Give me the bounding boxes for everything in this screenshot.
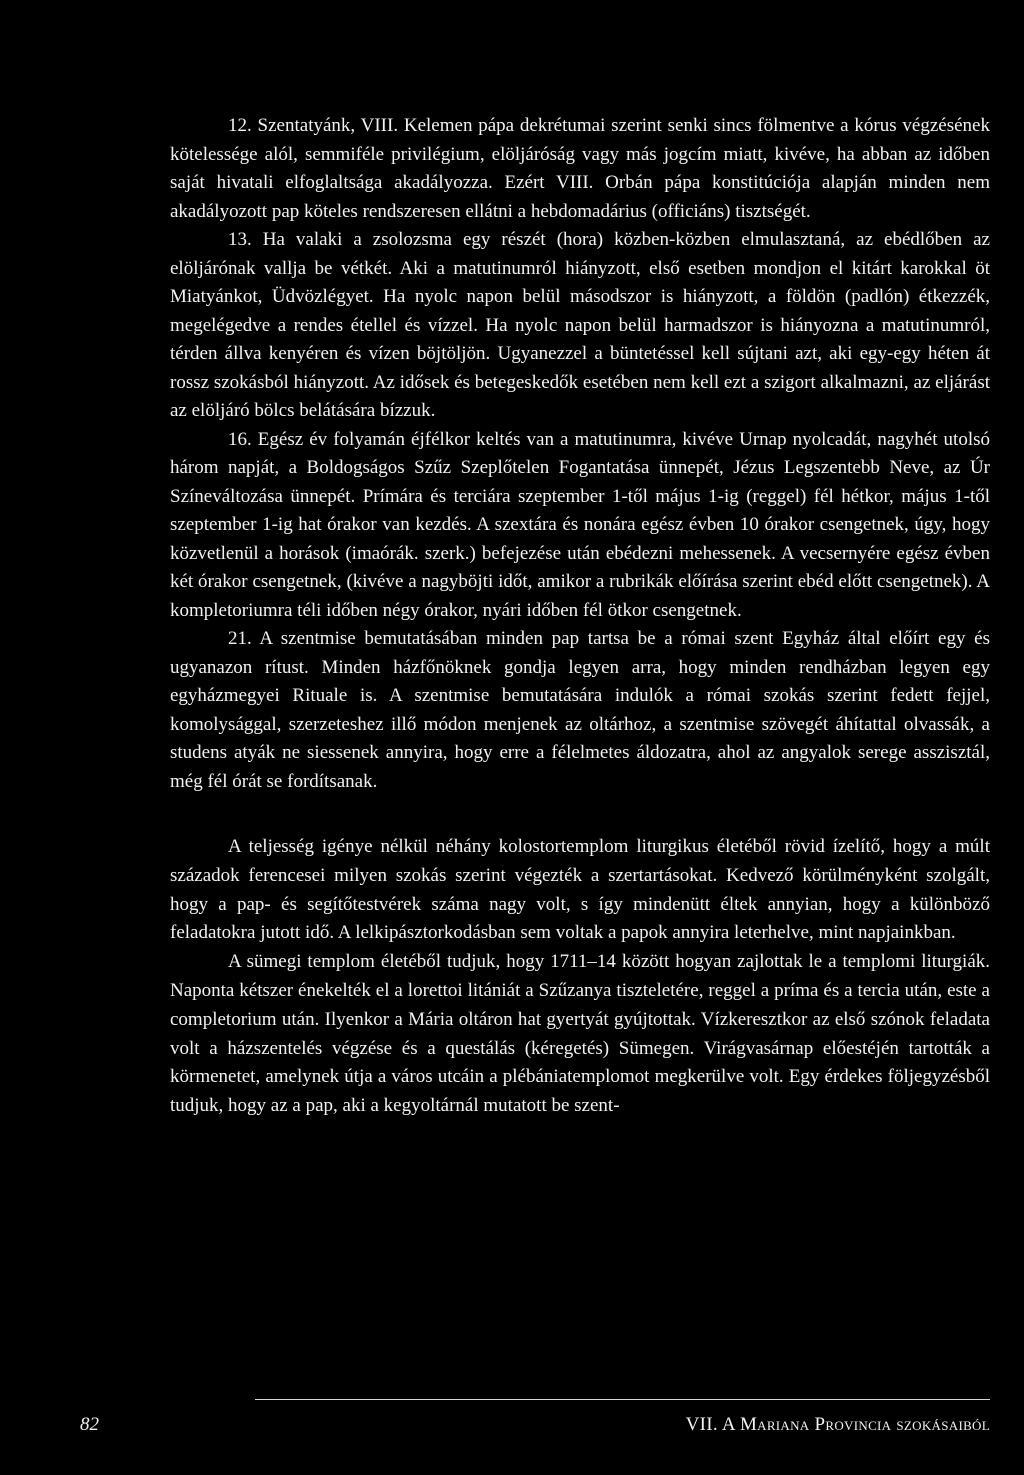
paragraph-commentary-1: A teljesség igénye nélkül néhány kolostortemplom liturgikus életéből rövid ízelítő, hogy a múlt századok ferencesei milyen szokás szerint végezték a szertartásokat. Kedvező körülményként szolgált, hogy a pap- és segítőtestvérek száma nagy volt, s így mindenütt éltek annyian, hogy a különböző feladatokra jutott idő. A lelkipásztorkodásban sem voltak a papok annyira leterhelve, mint napjainkban. — [170, 836, 990, 944]
paragraph-commentary-2: A sümegi templom életéből tudjuk, hogy 1711–14 között hogyan zajlottak le a templomi liturgiák. Naponta kétszer énekelték el a lorettoi litániát a Szűzanya tiszteletére, reggel a príma és a tercia után, este a completorium után. Ilyenkor a Mária oltáron hat gyertyát gyújtottak. Vízkeresztkor az első szónok feladata volt a házszentelés végzése és a questálás (kéregetés) Sümegen. Virágvasárnap előestéjén tartották a körmenetet, amelynek útja a város utcáin a plébániatemplomot megkerülve volt. Egy érdekes följegyzésből tudjuk, hogy az a pap, aki a kegyoltárnál mutatott be szent- — [170, 951, 990, 1117]
footer-divider — [255, 1399, 990, 1400]
running-head — [686, 1414, 990, 1436]
paragraph-16: 16. Egész év folyamán éjfélkor keltés van a matutinumra, kivéve Urnap nyolcadát, nagyhét utolsó három napját, a Boldogságos Szűz Szeplőtelen Fogantatása ünnepét, Jézus Legszentebb Neve, az Úr Színeváltozása ünnepét. Prímára és terciára szeptember 1-től május 1-ig (reggel) fél hétkor, május 1-től szeptember 1-ig hat órakor van kezdés. A szextára és nonára egész évben 10 órakor csengetnek, úgy, hogy közvetlenül a horások (imaórák. szerk.) befejezése után ebédezni mehessenek. A vecsernyére egész évben két órakor csengetnek, (kivéve a nagyböjti időt, amikor a rubrikák előírása szerint ebéd előtt csengetnek). A kompletoriumra téli időben négy órakor, nyári időben fél ötkor csengetnek. — [170, 428, 990, 621]
paragraph-13: 13. Ha valaki a zsolozsma egy részét (hora) közben-közben elmulasztaná, az ebédlőben az elöljárónak vallja be vétkét. Aki a matutinumról hiányzott, első esetben mondjon el kitárt karokkal öt Miatyánkot, Üdvözlégyet. Ha nyolc napon belül másodszor is hiányzott, a földön (padlón) étkezzék, megelégedve a rendes étellel és vízzel. Ha nyolc napon belül harmadszor is hiányozna a matutinumról, térden állva kenyéren és vízen böjtöljön. Ugyanezzel a büntetéssel kell sújtani azt, aki egy-egy héten át rossz szokásból hiányzott. Az idősek és betegeskedők esetében nem kell ezt a szigort alkalmazni, az eljárást az elöljáró bölcs belátására bízzuk. — [170, 229, 990, 421]
paragraph-21: 21. A szentmise bemutatásában minden pap tartsa be a római szent Egyház által előírt egy és ugyanazon rítust. Minden házfőnöknek gondja legyen arra, hogy minden rendházban legyen egy egyházmegyei Rituale is. A szentmise bemutatására indulók a római szokás szerint fedett fejjel, komolysággal, szerzeteshez illő módon menjenek az oltárhoz, a szentmise szövegét áhítattal olvassák, a studens atyák ne siessenek annyira, hogy erre a félelmetes áldozatra, ahol az angyalok serege asszisztál, még fél órát se fordítsanak. — [170, 628, 990, 792]
page-number: 82 — [80, 1414, 99, 1435]
running-head-title: Mariana Provincia szokásaiból — [739, 1414, 990, 1435]
paragraph-12: 12. Szentatyánk, VIII. Kelemen pápa dekrétumai szerint senki sincs fölmentve a kórus végzésének kötelessége alól, semmiféle privilégium, elöljáróság vagy más jogcím miatt, kivéve, ha abban az időben saját hivatali elfoglaltsága akadályozza. Ezért VIII. Orbán pápa konstitúciója alapján minden nem akadályozott pap köteles rendszeresen ellátni a hebdomadárius (officiáns) tisztségét. — [170, 115, 990, 222]
running-head-prefix: VII. A — [685, 1414, 740, 1435]
main-text-section-commentary — [170, 833, 990, 1121]
main-text-section-rules — [170, 112, 990, 796]
